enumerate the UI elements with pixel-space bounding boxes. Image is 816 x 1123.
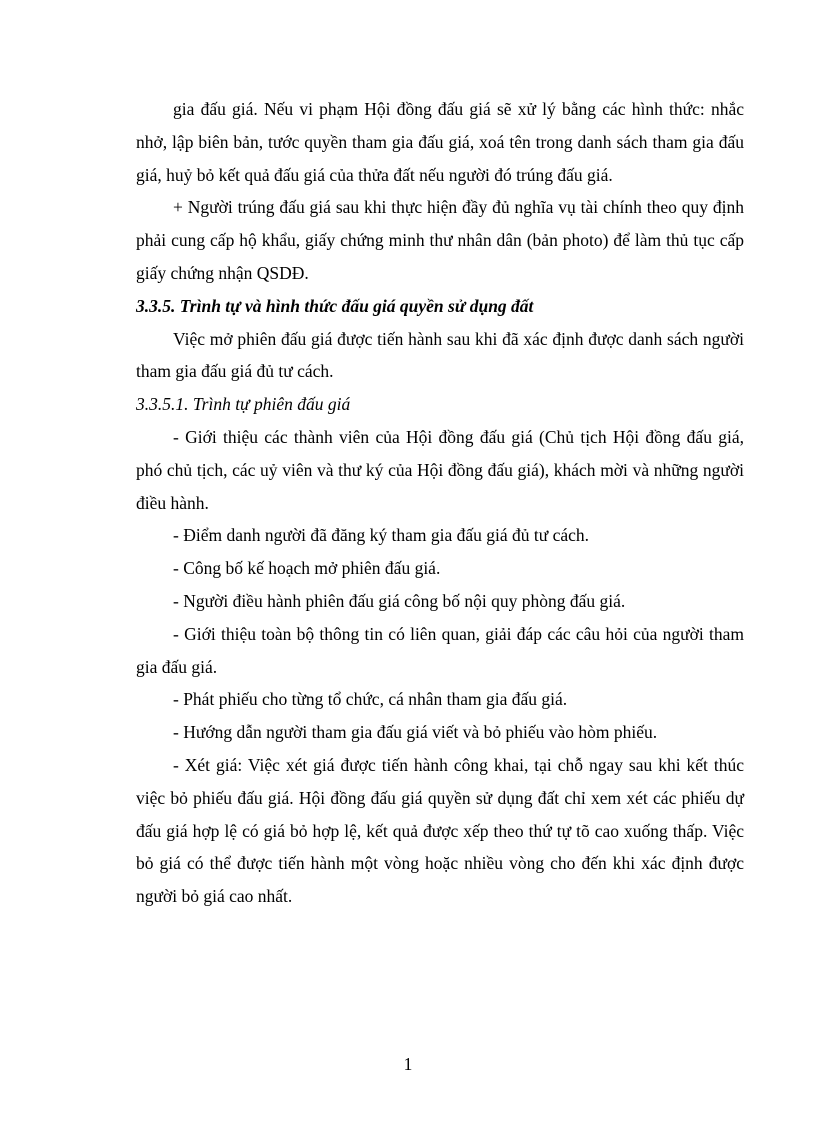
page-number: 1 (403, 1054, 413, 1074)
paragraph-session-opening: Việc mở phiên đấu giá được tiến hành sau khi đã xác định được danh sách người tham gia đấu giá đủ tư cách. (136, 328, 744, 382)
list-item: - Phát phiếu cho từng tổ chức, cá nhân tham gia đấu giá. (173, 689, 568, 710)
subsection-heading: 3.3.5.1. Trình tự phiên đấu giá (136, 394, 351, 415)
list-item: - Giới thiệu toàn bộ thông tin có liên quan, giải đáp các câu hỏi của người tham gia đấu giá. (136, 623, 744, 677)
list-item: - Công bố kế hoạch mở phiên đấu giá. (173, 558, 441, 579)
paragraph-winner-obligations: + Người trúng đấu giá sau khi thực hiện đầy đủ nghĩa vụ tài chính theo quy định phải cung cấp hộ khẩu, giấy chứng minh thư nhân dân (bản photo) để làm thủ tục cấp giấy chứng nhận QSDĐ. (136, 197, 744, 283)
list-item: - Hướng dẫn người tham gia đấu giá viết và bỏ phiếu vào hòm phiếu. (173, 722, 658, 743)
section-heading: 3.3.5. Trình tự và hình thức đấu giá quyền sử dụng đất (136, 295, 534, 316)
list-item: - Xét giá: Việc xét giá được tiến hành công khai, tại chỗ ngay sau khi kết thúc việc bỏ phiếu đấu giá. Hội đồng đấu giá quyền sử dụng đất chỉ xem xét các phiếu dự đấu giá hợp lệ có giá bỏ hợp lệ, kết quả được xếp theo thứ tự tõ cao xuống thấp. Việc bỏ giá có thể được tiến hành một vòng hoặc nhiều vòng cho đến khi xác định được người bỏ giá cao nhất. (136, 754, 744, 907)
page-body (136, 93, 744, 913)
list-item: - Điểm danh người đã đăng ký tham gia đấu giá đủ tư cách. (173, 525, 590, 546)
paragraph-violation-sanctions: gia đấu giá. Nếu vi phạm Hội đồng đấu giá sẽ xử lý bằng các hình thức: nhắc nhở, lập biên bản, tước quyền tham gia đấu giá, xoá tên trong danh sách tham gia đấu giá, huỷ bỏ kết quả đấu giá của thửa đất nếu người đó trúng đấu giá. (136, 99, 744, 185)
list-item: - Người điều hành phiên đấu giá công bố nội quy phòng đấu giá. (173, 590, 626, 611)
list-item: - Giới thiệu các thành viên của Hội đồng đấu giá (Chủ tịch Hội đồng đấu giá, phó chủ tịch, các uỷ viên và thư ký của Hội đồng đấu giá), khách mời và những người điều hành. (136, 426, 744, 513)
